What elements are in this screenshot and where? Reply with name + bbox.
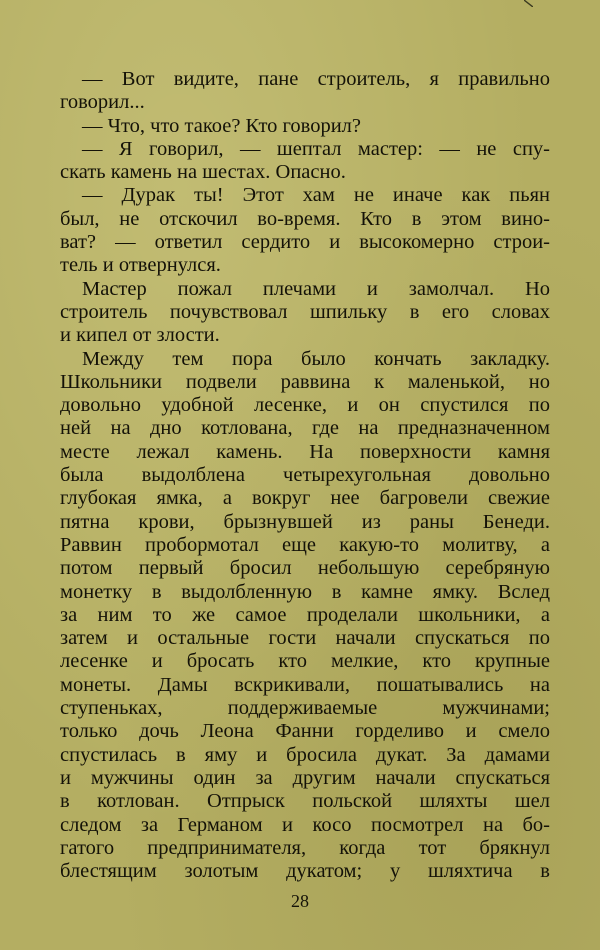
text-line: лесенке и бросать кто мелкие, кто крупные — [60, 650, 550, 673]
text-line: месте лежал камень. На поверхности камня — [60, 440, 550, 463]
text-line: Мастер пожал плечами и замолчал. Но — [82, 277, 550, 300]
text-line: глубокая ямка, а вокруг нее багровели свежие — [60, 487, 550, 510]
text-line: за ним то же самое проделали школьники, а — [60, 603, 550, 626]
text-line: — Что, что такое? Кто говорил? — [82, 114, 362, 137]
text-line: говорил... — [60, 91, 145, 114]
text-line: строитель почувствовал шпильку в его словах — [60, 300, 550, 323]
text-line: — Я говорил, — шептал мастер: — не спу- — [82, 137, 550, 160]
text-line: только дочь Леона Фанни горделиво и смело — [60, 720, 550, 743]
text-line: и кипел от злости. — [60, 324, 220, 347]
text-line: Раввин пробормотал еще какую-то молитву, а — [60, 533, 550, 556]
text-line: — Дурак ты! Этот хам не иначе как пьян — [82, 184, 550, 207]
text-line: довольно удобной лесенке, и он спустился по — [60, 394, 550, 417]
text-line: потом первый бросил небольшую серебряную — [60, 557, 550, 580]
page-number: 28 — [291, 891, 309, 911]
text-line: спустилась в яму и бросила дукат. За дамами — [60, 743, 550, 766]
text-line: монеты. Дамы вскрикивали, пошатывались на — [60, 673, 550, 696]
text-line: в котлован. Отпрыск польской шляхты шел — [60, 790, 550, 813]
text-line: тель и отвернулся. — [60, 254, 221, 277]
text-line: ват? — ответил сердито и высокомерно строи- — [60, 231, 550, 254]
text-line: блестящим золотым дукатом; у шляхтича в — [60, 860, 550, 883]
text-line: пятна крови, брызнувшей из раны Бенеди. — [60, 510, 550, 533]
text-line: затем и остальные гости начали спускаться по — [60, 627, 550, 650]
text-line: Школьники подвели раввина к маленькой, но — [60, 370, 550, 393]
text-line: ней на дно котлована, где на предназначенном — [60, 417, 550, 440]
text-line: гатого предпринимателя, когда тот брякнул — [60, 836, 550, 859]
text-line: ступеньках, поддерживаемые мужчинами; — [60, 697, 550, 720]
text-line: была выдолблена четырехугольная довольно — [60, 464, 550, 487]
text-line: скать камень на шестах. Опасно. — [60, 161, 346, 184]
text-line: монетку в выдолбленную в камне ямку. Вслед — [60, 580, 550, 603]
text-line: следом за Германом и косо посмотрел на бо- — [60, 813, 550, 836]
text-line: и мужчины один за другим начали спускаться — [60, 766, 550, 789]
text-line: — Вот видите, пане строитель, я правильно — [82, 68, 550, 90]
body-text — [60, 68, 550, 883]
corner-mark — [524, 0, 533, 7]
text-line: Между тем пора было кончать закладку. — [82, 347, 550, 370]
text-line: был, не отскочил во-время. Кто в этом вино- — [60, 207, 550, 230]
